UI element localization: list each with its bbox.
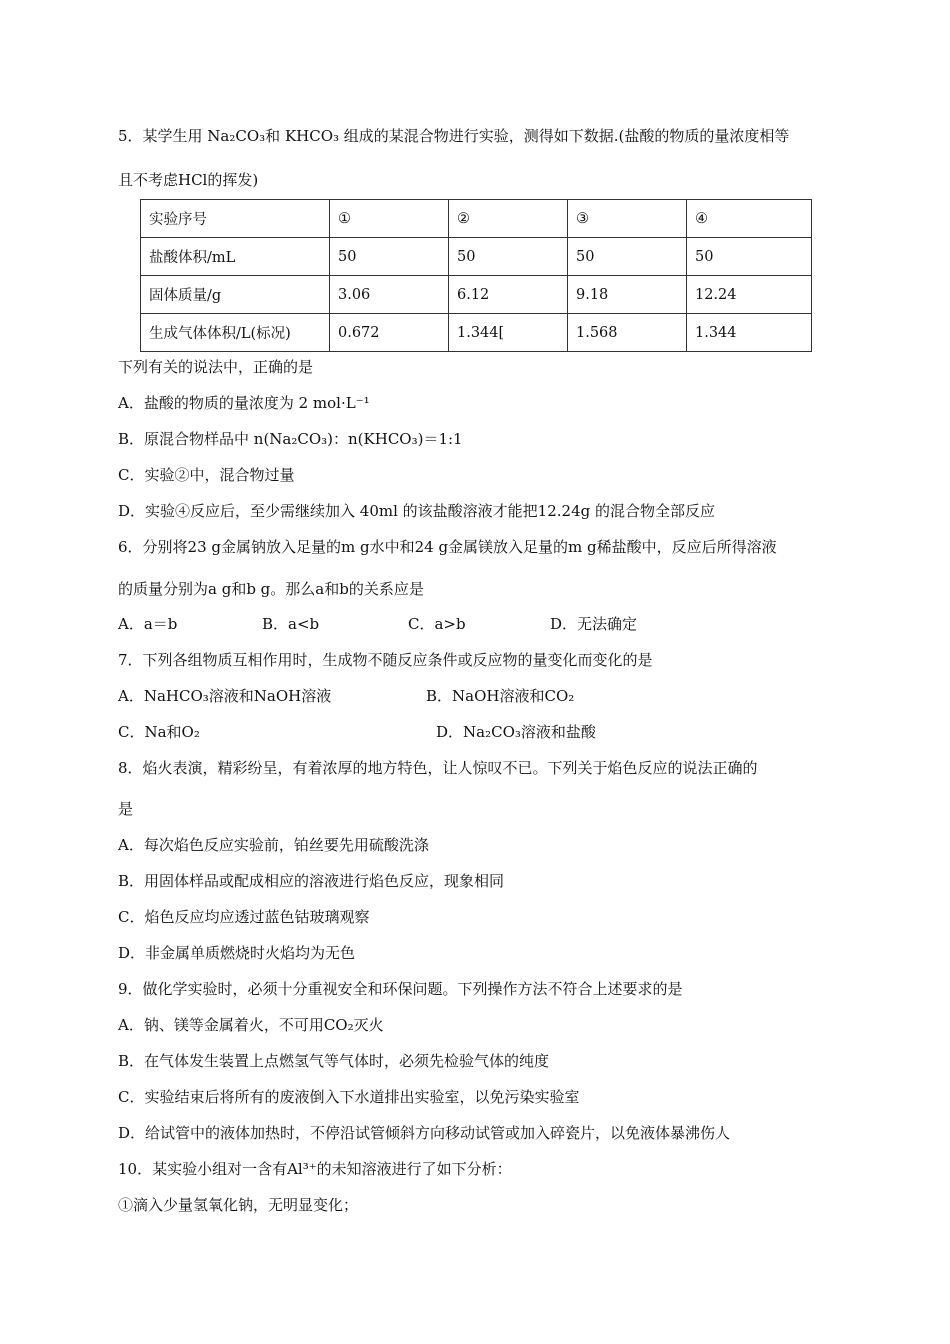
q9-option-d: D．给试管中的液体加热时，不停沿试管倾斜方向移动试管或加入碎瓷片，以免液体暴沸伤人	[118, 1124, 731, 1142]
table-cell: 3.06	[330, 276, 449, 314]
table-cell: 1.344[	[449, 314, 568, 352]
q5-question: 下列有关的说法中，正确的是	[118, 358, 314, 376]
table-cell: 9.18	[568, 276, 687, 314]
q9-option-b: B．在气体发生装置上点燃氢气等气体时，必须先检验气体的纯度	[118, 1052, 550, 1070]
table-cell: 固体质量/g	[141, 276, 330, 314]
q7-option-a: A．NaHCO₃溶液和NaOH溶液	[118, 687, 332, 705]
q8-stem-line1: 8．焰火表演，精彩纷呈，有着浓厚的地方特色，让人惊叹不已。下列关于焰色反应的说法正确的	[118, 759, 758, 777]
table-cell: 12.24	[687, 276, 812, 314]
q7-option-c: C．Na和O₂	[118, 723, 200, 741]
q5-stem-line2: 且不考虑HCl的挥发)	[118, 171, 259, 189]
q6-stem-line1: 6．分别将23 g金属钠放入足量的m g水中和24 g金属镁放入足量的m g稀盐酸中，反应后所得溶液	[118, 538, 777, 556]
table-header-row	[141, 200, 812, 238]
q5-option-d: D．实验④反应后，至少需继续加入 40ml 的该盐酸溶液才能把12.24g 的混合物全部反应	[118, 502, 715, 520]
table-cell: 50	[568, 238, 687, 276]
q5-stem-line1: 5．某学生用 Na₂CO₃和 KHCO₃ 组成的某混合物进行实验，测得如下数据.(盐酸的物质的量浓度相等	[118, 127, 790, 145]
table-cell: ④	[687, 200, 812, 238]
q7-option-d: D．Na₂CO₃溶液和盐酸	[436, 723, 596, 741]
q6-option-c: C．a>b	[408, 615, 466, 633]
table-cell: 盐酸体积/mL	[141, 238, 330, 276]
table-row	[141, 314, 812, 352]
table-cell: 50	[687, 238, 812, 276]
q10-stem: 10．某实验小组对一含有Al³⁺的未知溶液进行了如下分析：	[118, 1160, 512, 1178]
table-cell: ①	[330, 200, 449, 238]
q6-option-b: B．a<b	[262, 615, 320, 633]
table-cell: 50	[449, 238, 568, 276]
table-cell: 1.568	[568, 314, 687, 352]
table-cell: 实验序号	[141, 200, 330, 238]
q9-stem: 9．做化学实验时，必须十分重视安全和环保问题。下列操作方法不符合上述要求的是	[118, 980, 683, 998]
q8-stem-line2: 是	[118, 800, 134, 818]
table-cell: ②	[449, 200, 568, 238]
table-cell: 生成气体体积/L(标况)	[141, 314, 330, 352]
q7-stem: 7．下列各组物质互相作用时，生成物不随反应条件或反应物的量变化而变化的是	[118, 651, 653, 669]
q5-option-c: C．实验②中，混合物过量	[118, 466, 295, 484]
table-row	[141, 276, 812, 314]
q6-option-d: D．无法确定	[550, 615, 638, 633]
q5-option-b: B．原混合物样品中 n(Na₂CO₃)：n(KHCO₃)＝1:1	[118, 430, 463, 448]
q8-option-b: B．用固体样品或配成相应的溶液进行焰色反应，现象相同	[118, 872, 505, 890]
q6-stem-line2: 的质量分别为a g和b g。那么a和b的关系应是	[118, 580, 424, 598]
q9-option-c: C．实验结束后将所有的废液倒入下水道排出实验室，以免污染实验室	[118, 1088, 580, 1106]
q7-option-b: B．NaOH溶液和CO₂	[426, 687, 575, 705]
q5-option-a: A．盐酸的物质的量浓度为 2 mol·L⁻¹	[118, 394, 370, 412]
q8-option-a: A．每次焰色反应实验前，铂丝要先用硫酸洗涤	[118, 836, 429, 854]
table-cell: ③	[568, 200, 687, 238]
q10-step-1: ①滴入少量氢氧化钠，无明显变化；	[118, 1196, 359, 1214]
table-row	[141, 238, 812, 276]
table-cell: 6.12	[449, 276, 568, 314]
q6-option-a: A．a＝b	[118, 615, 178, 633]
table-cell: 1.344	[687, 314, 812, 352]
q5-data-table	[140, 199, 812, 352]
table-cell: 50	[330, 238, 449, 276]
q8-option-d: D．非金属单质燃烧时火焰均为无色	[118, 944, 356, 962]
q9-option-a: A．钠、镁等金属着火，不可用CO₂灭火	[118, 1016, 384, 1034]
table-cell: 0.672	[330, 314, 449, 352]
q8-option-c: C．焰色反应均应透过蓝色钴玻璃观察	[118, 908, 370, 926]
